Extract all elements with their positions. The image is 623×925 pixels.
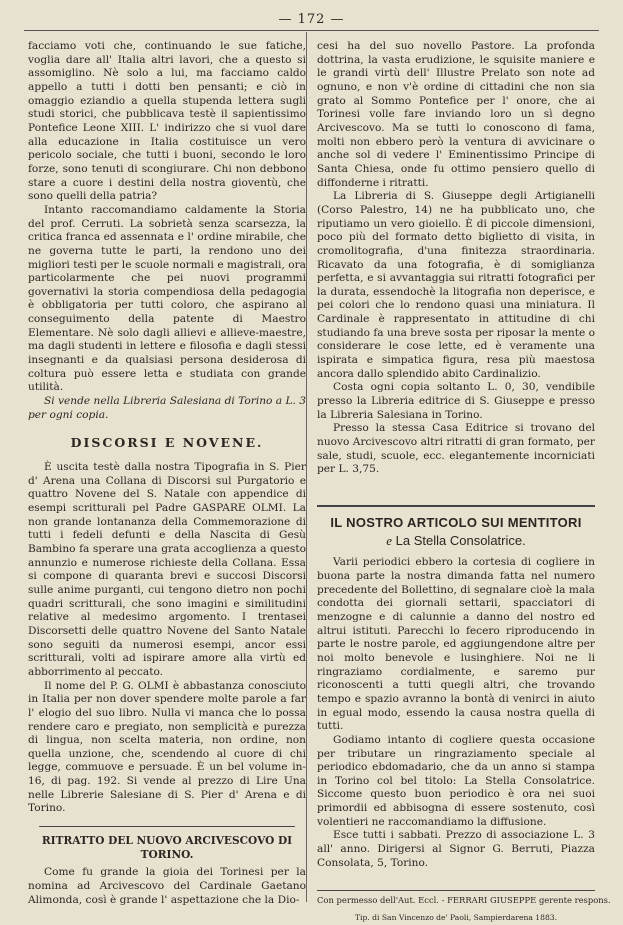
printer-line: Tip. di San Vincenzo de' Paoli, Sampierdarena 1883. [354, 913, 558, 923]
section-heading-discorsi: DISCORSI E NOVENE. [70, 435, 264, 451]
paragraph: Costa ogni copia soltanto L. 0, 30, vendibile presso la Libreria editrice di S. Giuseppe e presso la Libreria Salesiana in Torino. [317, 381, 595, 421]
permission-line: Con permesso dell'Aut. Eccl. - FERRARI GIUSEPPE gerente respons. [317, 895, 611, 906]
sale-note: Si vende nella Libreria Salesiana di Torino a L. 3 per ogni copia. [28, 395, 306, 421]
page-number: — 172 — [278, 12, 345, 27]
subheading-title: La Stella Consolatrice. [395, 532, 526, 548]
top-rule [24, 30, 599, 31]
column-divider [306, 32, 307, 902]
paragraph: Il nome del P. G. OLMI è abbastanza conosciuto in Italia per non dover spendere molte parole a far l' elogio del suo libro. Nulla vi manca che lo possa rendere caro e pregiato, non semplicità e purezza di lingua, non scelta materia, non ordine, non quella unzione, che, scendendo al cuore di chi legge, commuove e persuade. È un bel volume in-16, di pag. 192. Si vende al prezzo di Lire Una nelle Librerie Salesiane di S. Pier d' Arena e di Torino. [28, 679, 306, 815]
subheading-conjunction: e [386, 532, 393, 548]
paragraph: Esce tutti i sabbati. Prezzo di associazione L. 3 all' anno. Dirigersi al Signor G. Berruti, Piazza Consolata, 5, Torino. [317, 829, 595, 869]
paragraph: La Libreria di S. Giuseppe degli Artigianelli (Corso Palestro, 14) ne ha pubblicato uno, che riputiamo un vero gioiello. È di piccole dimensioni, poco più del formato detto biglietto di visita, in cromolitografia, d'una finitezza straordinaria. Ricavato da una fotografia, è di somiglianza perfetta, e si avvantaggia sui ritratti fotografici per la durata, essendochè la litografia non deperisce, e pei colori che lo rendono quasi una miniatura. Il Cardinale è rappresentato in attitudine di chi studiando fa una breve sosta per riposar la mente o considerare le cose lette, ed è veramente una ispirata e simpatica figura, resa più maestosa ancora dallo splendido abito Cardinalizio. [317, 190, 595, 380]
section-subheading [317, 534, 595, 548]
paragraph: Presso la stessa Casa Editrice si trovano del nuovo Arcivescovo altri ritratti di gran formato, per sale, studi, scuole, ecc. elegantemente incorniciati per L. 3,75. [317, 422, 595, 476]
section-heading-ritratto: RITRATTO DEL NUOVO ARCIVESCOVO DI TORINO. [39, 826, 295, 861]
paragraph: Intanto raccomandiamo caldamente la Storia del prof. Cerruti. La sobrietà senza scarsezza, la critica franca ed assennata e l' ordine mirabile, che ne governa tutte le parti, la rendono uno dei migliori testi per le scuole normali e magistrali, ora particolarmente che pei nuovi programmi governativi la storia compendiosa della pedagogia è obbligatoria per tutti coloro, che aspirano al conseguimento della patente di Maestro Elementare. Nè solo dagli allievi e allieve-maestre, ma dagli studenti in lettere e filosofia e dagli stessi insegnanti e da qualsiasi persona desiderosa di coltura può essere letta e studiata con grande utilità. [28, 203, 306, 394]
paragraph: Godiamo intanto di cogliere questa occasione per tributare un ringraziamento speciale al periodico ebdomadario, che da un anno si stampa in Torino col bel titolo: La Stella Consolatrice. Siccome questo buon periodico è ora nei suoi primordii ed abbisogna di essere sostenuto, così volentieri ne raccomandiamo la diffusione. [317, 733, 595, 828]
paragraph: È uscita testè dalla nostra Tipografia in S. Pier d' Arena una Collana di Discorsi sul Purgatorio e quattro Novene del S. Natale con appendice di esempi scritturali pel Padre GASPARE OLMI. La non grande lontananza della Commemorazione di tutti i fedeli defunti e della Nascita di Gesù Bambino fa sperare una grata accoglienza a questo annunzio e numerose richieste della Collana. Essa si compone di quaranta brevi e succosi Discorsi sulle anime purganti, cui tengono dietro non pochi quadri scritturali, che sono imagini e similitudini relative al medesimo argomento. I trentasei Discorsetti delle quattro Novene del Santo Natale sono seguiti da numerosi esempi, ancor essi scritturali, volti ad ispirare amore alla virtù ed abborrimento al peccato. [28, 461, 306, 678]
section-heading-mentitori: IL NOSTRO ARTICOLO SUI MENTITORI [317, 505, 595, 530]
paragraph: Come fu grande la gioia dei Torinesi per la nomina ad Arcivescovo del Cardinale Gaetano Alimonda, così è grande l' aspettazione che la Dio- [28, 866, 306, 906]
right-column [317, 40, 611, 925]
left-column [28, 40, 306, 907]
paragraph: Varii periodici ebbero la cortesia di cogliere in buona parte la nostra dimanda fatta nel numero precedente del Bollettino, di segnalare cioè la mala condotta dei giornali settarii, spacciatori di menzogne e di calunnie a danno del nostro ed altrui istituti. Parecchi lo fecero riproducendo in parte le nostre parole, ed aggiungendone altre per noi molto benevole e lusinghiere. Noi ne li ringraziamo cordialmente, e saremo pur riconoscenti a tutti quegli altri, che trovando tempo e spazio avranno la bontà di venirci in aiuto in egual modo, essendo la causa nostra quella di tutti. [317, 556, 595, 733]
footer-rule [317, 890, 595, 891]
paragraph: cesi ha del suo novello Pastore. La profonda dottrina, la vasta erudizione, le squisite maniere e le grandi virtù dell' Illustre Prelato son note ad ognuno, e non v'è ordine di cittadini che non sia grato al Sommo Pontefice per l' onore, che ai Torinesi volle fare inviando loro un sì degno Arcivescovo. Ma se tutti lo conoscono di fama, molti non ebbero però la ventura di avvicinare o anche sol di vedere l' Eminentissimo Principe di Santa Chiesa, onde fu ottimo pensiero quello di diffonderne i ritratti. [317, 40, 595, 189]
paragraph: facciamo voti che, continuando le sue fatiche, voglia dare all' Italia altri lavori, che a questo si assomiglino. Nè solo a lui, ma facciamo caldo appello a tutti i dotti ben pensanti; e ciò in omaggio eziandio a quella stupenda lettera sugli studi storici, che pubblicava testè il sapientissimo Pontefice Leone XIII. L' indirizzo che si vuol dare alla educazione in Italia costituisce un vero pericolo sociale, che tutti i buoni, secondo le loro forze, sono tenuti di scongiurare. Chi non debbono stare a cuore i destini della nostra gioventù, che sono quelli della patria? [28, 40, 306, 203]
